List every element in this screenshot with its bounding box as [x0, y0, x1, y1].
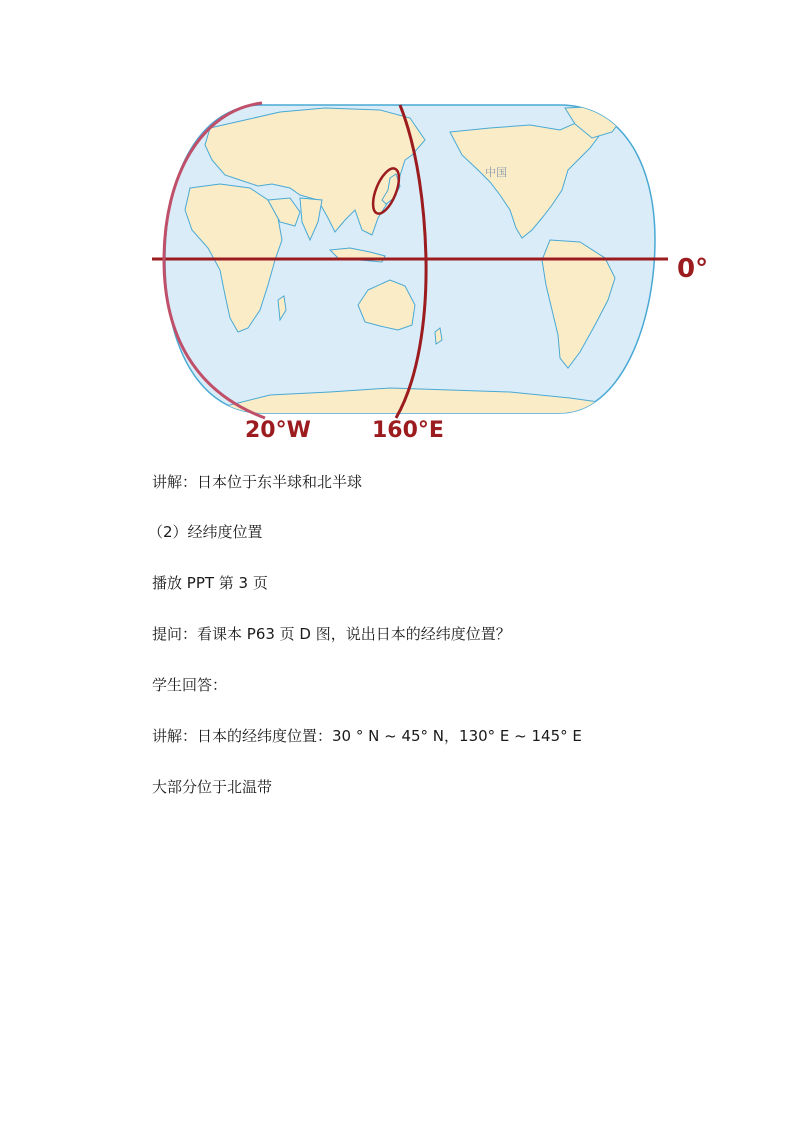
temperate-zone-note: 大部分位于北温带 — [152, 778, 273, 796]
world-map — [150, 100, 709, 445]
china-label: 中国 — [485, 166, 507, 179]
world-map-graphic — [150, 100, 670, 445]
west-meridian-label: 20°W — [245, 418, 311, 443]
explanation-hemisphere: 讲解：日本位于东半球和北半球 — [152, 473, 363, 491]
question-text: 提问：看课本 P63 页 D 图，说出日本的经纬度位置？ — [152, 625, 511, 643]
play-ppt-note: 播放 PPT 第 3 页 — [152, 574, 268, 592]
east-meridian-label: 160°E — [372, 418, 444, 443]
explanation-coordinates: 讲解：日本的经纬度位置：30 ° N ~ 45° N，130° E ~ 145° E — [152, 727, 582, 745]
student-answer-label: 学生回答： — [152, 676, 228, 694]
section-heading-lat-long: （2）经纬度位置 — [148, 523, 263, 541]
equator-label: 0° — [677, 254, 709, 284]
